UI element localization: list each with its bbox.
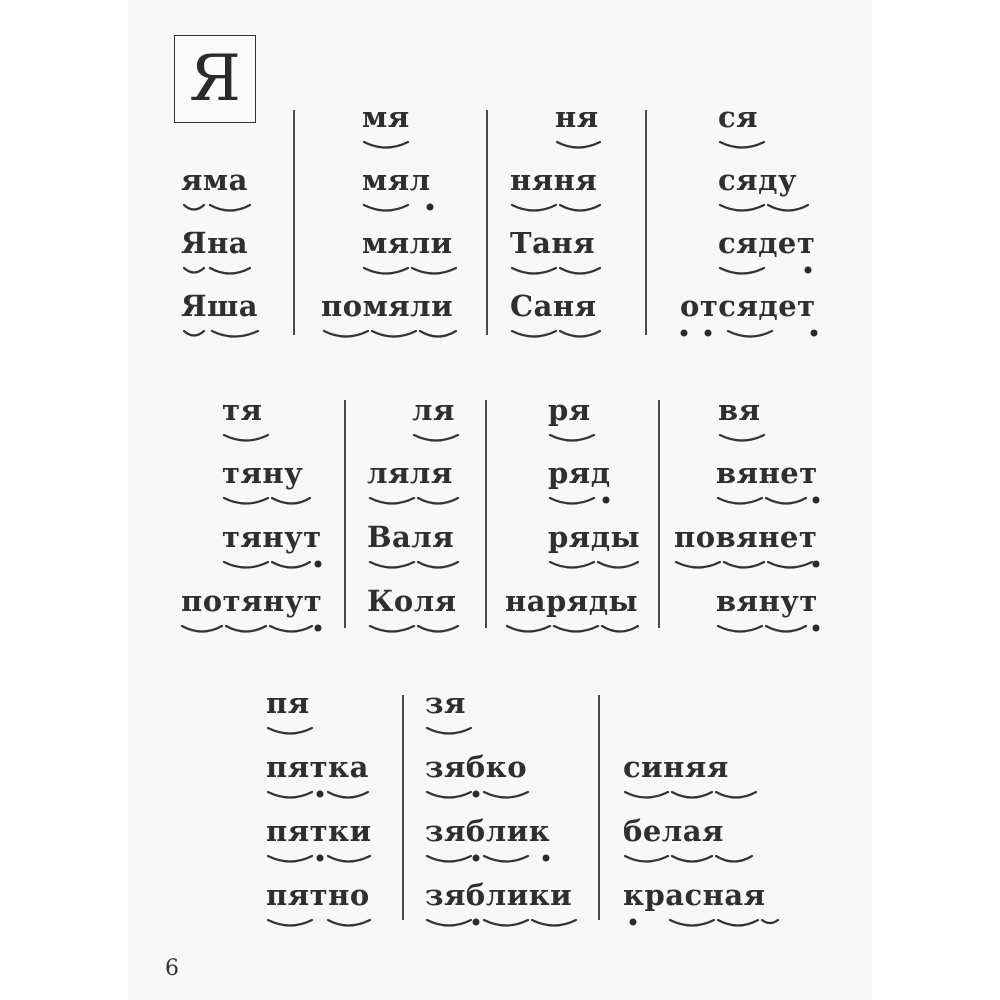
- column-divider: [645, 110, 647, 335]
- word: сядет: [718, 226, 816, 260]
- letter-title: Я: [189, 42, 241, 116]
- column-divider: [402, 695, 404, 920]
- word: яма: [181, 163, 248, 197]
- page-number: 6: [165, 956, 179, 981]
- column-divider: [485, 400, 487, 628]
- column-divider: [293, 110, 295, 335]
- word: Саня: [510, 289, 597, 323]
- word: мял: [362, 163, 431, 197]
- word: красная: [623, 878, 766, 912]
- word: зяблики: [425, 878, 573, 912]
- word: зяблик: [425, 814, 551, 848]
- word: тянут: [222, 520, 322, 554]
- word: Таня: [510, 226, 596, 260]
- column-divider: [344, 400, 346, 628]
- word: ряд: [548, 456, 611, 490]
- word: пятки: [266, 814, 372, 848]
- word: помяли: [321, 289, 454, 323]
- word: няня: [510, 163, 598, 197]
- letter-box: [174, 35, 256, 123]
- column-divider: [486, 110, 488, 335]
- word: Яна: [181, 226, 249, 260]
- page: [128, 0, 872, 1000]
- word: Яша: [181, 289, 259, 323]
- word: сяду: [718, 163, 797, 197]
- word: тяну: [222, 456, 304, 490]
- word: мяли: [362, 226, 453, 260]
- syllable-header: ля: [412, 393, 455, 427]
- word: потянут: [181, 584, 323, 618]
- word: белая: [623, 814, 724, 848]
- word: ляля: [367, 456, 453, 490]
- syllable-header: зя: [425, 686, 466, 720]
- word: пятка: [266, 750, 369, 784]
- syllable-header: вя: [718, 393, 761, 427]
- syllable-header: тя: [222, 393, 263, 427]
- word: наряды: [505, 584, 639, 618]
- syllable-header: ся: [718, 100, 759, 134]
- syllable-header: ря: [548, 393, 591, 427]
- syllable-header: мя: [362, 100, 410, 134]
- word: отсядет: [680, 289, 816, 323]
- syllable-header: пя: [266, 686, 310, 720]
- word: повянет: [674, 520, 818, 554]
- word: вянут: [716, 584, 818, 618]
- word: Коля: [367, 584, 457, 618]
- word: ряды: [548, 520, 641, 554]
- column-divider: [658, 400, 660, 628]
- syllable-header: ня: [555, 100, 599, 134]
- word: вянет: [716, 456, 818, 490]
- column-divider: [598, 695, 600, 920]
- word: пятно: [266, 878, 370, 912]
- word: Валя: [367, 520, 455, 554]
- word: зябко: [425, 750, 528, 784]
- word: синяя: [623, 750, 729, 784]
